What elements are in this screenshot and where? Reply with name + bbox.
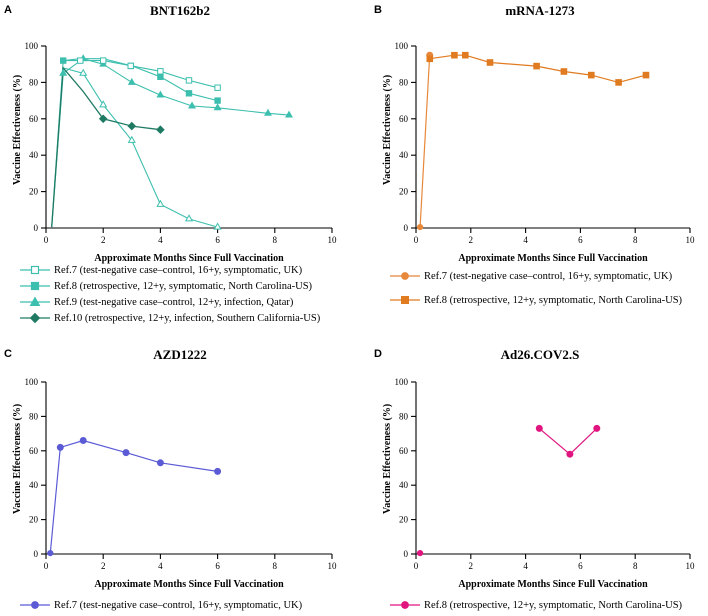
panel-a-legend (18, 262, 354, 326)
panel-d-legend (388, 597, 708, 613)
panel-c-xlabel: Approximate Months Since Full Vaccination (94, 579, 284, 590)
svg-text:4: 4 (158, 235, 163, 245)
svg-text:0: 0 (33, 223, 38, 233)
svg-text:80: 80 (29, 411, 38, 422)
svg-text:0: 0 (33, 549, 38, 559)
svg-text:40: 40 (29, 150, 38, 161)
legend-label: Ref.10 (retrospective, 12+y, infection, Southern California-US) (54, 312, 321, 324)
svg-text:8: 8 (272, 561, 278, 571)
panel-a-xlabel: Approximate Months Since Full Vaccination (94, 253, 284, 264)
svg-text:0: 0 (43, 235, 49, 245)
svg-text:40: 40 (399, 150, 408, 161)
legend-item (18, 294, 354, 310)
legend-item (388, 597, 708, 613)
svg-text:8: 8 (632, 561, 638, 571)
svg-text:6: 6 (578, 561, 583, 571)
legend-item (388, 268, 708, 284)
panel-d-letter: D (374, 348, 382, 360)
panel-a-ylabel: Vaccine Effectiveness (%) (12, 74, 23, 185)
svg-text:0: 0 (413, 235, 419, 245)
svg-text:0: 0 (43, 561, 49, 571)
legend-item (18, 310, 354, 326)
panel-d-plot (370, 360, 708, 580)
legend-marker-diamond-icon (18, 311, 52, 325)
svg-text:20: 20 (29, 186, 38, 197)
panel-c-letter: C (4, 348, 12, 360)
svg-text:40: 40 (29, 480, 38, 491)
panel-a-plot (0, 16, 354, 261)
svg-text:0: 0 (413, 561, 419, 571)
legend-label: Ref.7 (test-negative case–control, 16+y, symptomatic, UK) (54, 264, 303, 276)
svg-text:80: 80 (29, 77, 38, 88)
svg-text:20: 20 (29, 514, 38, 525)
svg-text:2: 2 (468, 561, 474, 571)
panel-d-xlabel: Approximate Months Since Full Vaccination (458, 579, 648, 590)
legend-marker-circle-icon (388, 269, 422, 283)
svg-text:60: 60 (29, 445, 38, 456)
panel-c-ylabel: Vaccine Effectiveness (%) (12, 403, 23, 514)
panel-b-title: mRNA-1273 (505, 3, 575, 18)
svg-text:4: 4 (523, 235, 528, 245)
panel-b-xlabel: Approximate Months Since Full Vaccination (458, 253, 648, 264)
legend-label: Ref.8 (retrospective, 12+y, symptomatic, North Carolina-US) (424, 599, 683, 611)
panel-d (370, 344, 708, 616)
svg-text:20: 20 (399, 514, 408, 525)
panel-c (0, 344, 354, 616)
legend-marker-square-filled-icon (18, 279, 52, 293)
panel-a-letter: A (4, 4, 12, 16)
svg-text:60: 60 (29, 113, 38, 124)
legend-label: Ref.9 (test-negative case–control, 12+y, infection, Qatar) (54, 296, 294, 308)
panel-c-title: AZD1222 (153, 347, 207, 362)
legend-item (18, 278, 354, 294)
panel-a-title: BNT162b2 (150, 3, 210, 18)
svg-text:10: 10 (327, 561, 337, 571)
legend-marker-triangle-icon (18, 295, 52, 309)
legend-label: Ref.8 (retrospective, 12+y, symptomatic, North Carolina-US) (424, 294, 683, 306)
panel-a (0, 0, 354, 340)
legend-label: Ref.8 (retrospective, 12+y, symptomatic, North Carolina-US) (54, 280, 313, 292)
svg-text:8: 8 (632, 235, 638, 245)
svg-text:10: 10 (685, 235, 695, 245)
svg-text:100: 100 (24, 377, 38, 387)
svg-text:6: 6 (215, 235, 220, 245)
legend-label: Ref.7 (test-negative case–control, 16+y, symptomatic, UK) (54, 599, 303, 611)
legend-marker-circle-icon (18, 598, 52, 612)
svg-text:100: 100 (24, 41, 38, 51)
panel-b-legend (388, 268, 708, 308)
svg-text:100: 100 (394, 377, 408, 387)
legend-item (18, 262, 354, 278)
panel-d-ylabel: Vaccine Effectiveness (%) (382, 403, 393, 514)
svg-text:8: 8 (272, 235, 278, 245)
panel-c-plot (0, 360, 354, 580)
svg-text:6: 6 (578, 235, 583, 245)
legend-item (18, 597, 354, 613)
svg-text:60: 60 (399, 113, 408, 124)
svg-text:0: 0 (403, 549, 408, 559)
svg-text:20: 20 (399, 186, 408, 197)
svg-text:2: 2 (100, 235, 106, 245)
panel-c-legend (18, 597, 354, 613)
svg-text:60: 60 (399, 445, 408, 456)
legend-label: Ref.7 (test-negative case–control, 16+y, symptomatic, UK) (424, 270, 673, 282)
svg-text:10: 10 (685, 561, 695, 571)
svg-text:100: 100 (394, 41, 408, 51)
panel-b-ylabel: Vaccine Effectiveness (%) (382, 74, 393, 185)
svg-text:2: 2 (468, 235, 474, 245)
svg-text:4: 4 (523, 561, 528, 571)
svg-text:4: 4 (158, 561, 163, 571)
svg-text:80: 80 (399, 77, 408, 88)
svg-text:2: 2 (100, 561, 106, 571)
legend-marker-circle-icon (388, 598, 422, 612)
legend-marker-square-open-icon (18, 263, 52, 277)
panel-b (370, 0, 708, 340)
panel-b-plot (370, 16, 708, 261)
svg-text:6: 6 (215, 561, 220, 571)
svg-text:80: 80 (399, 411, 408, 422)
svg-text:10: 10 (327, 235, 337, 245)
svg-text:0: 0 (403, 223, 408, 233)
panel-d-title: Ad26.COV2.S (500, 347, 580, 362)
legend-item (388, 292, 708, 308)
legend-marker-square-icon (388, 293, 422, 307)
svg-text:40: 40 (399, 480, 408, 491)
panel-b-letter: B (374, 4, 382, 16)
